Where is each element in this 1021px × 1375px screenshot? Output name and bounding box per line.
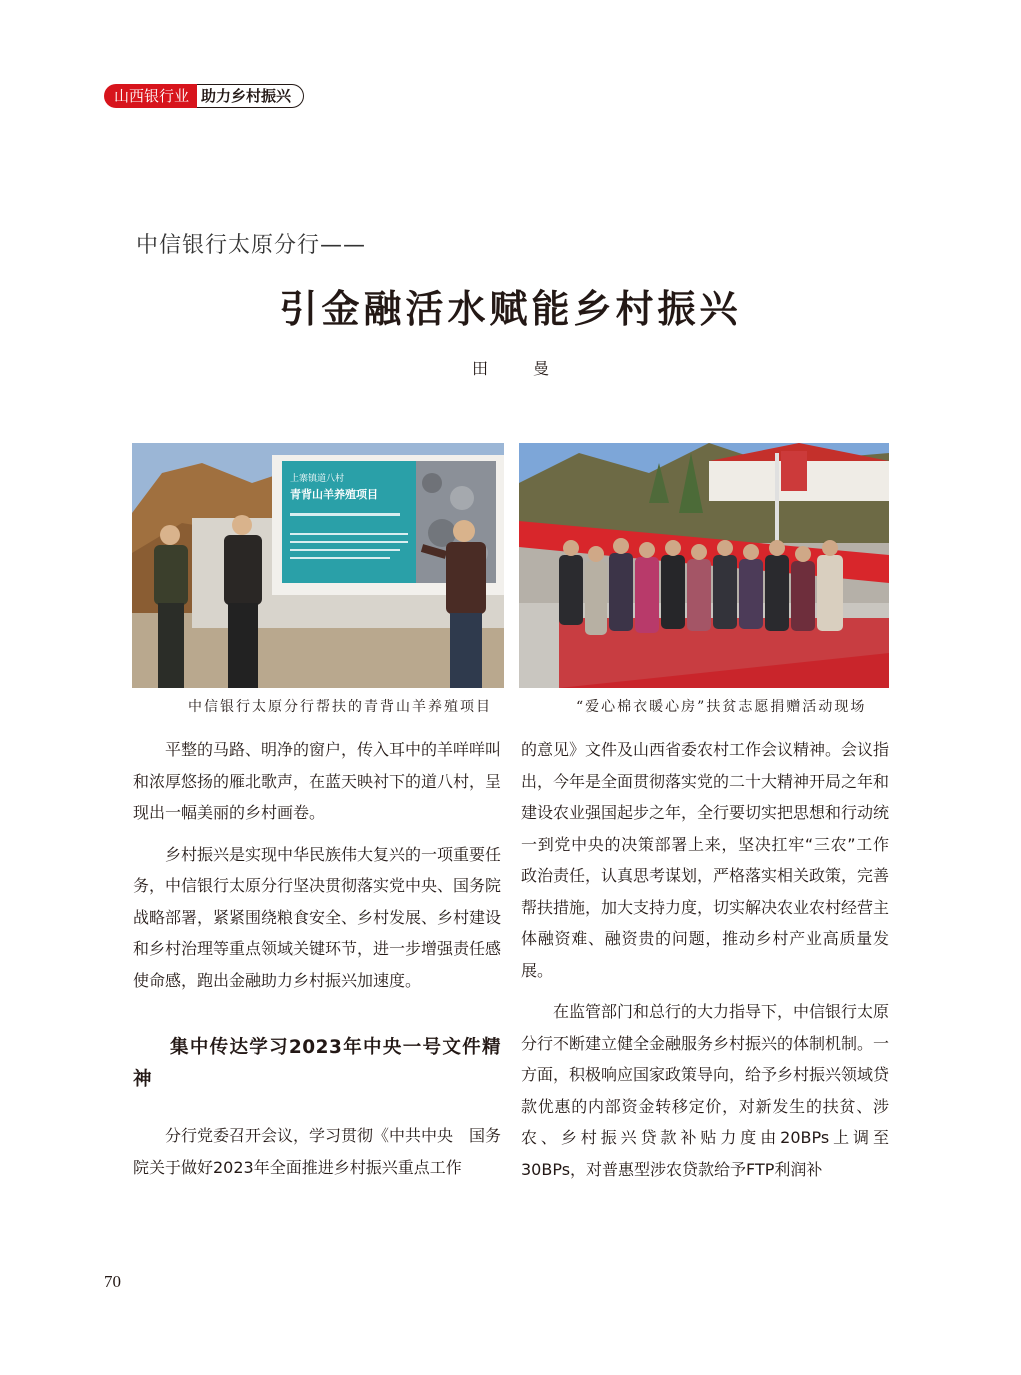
body-paragraph: 乡村振兴是实现中华民族伟大复兴的一项重要任务，中信银行太原分行坚决贯彻落实党中央、国务院战略部署，紧紧围绕粮食安全、乡村发展、乡村建设和乡村治理等重点领域关键环节，进一步增强责任感使命感，跑出金融助力乡村振兴加速度。 (133, 844, 502, 990)
body-paragraph: 分行党委召开会议，学习贯彻《中共中央 国务院关于做好2023年全面推进乡村振兴重点工作 (133, 1126, 502, 1177)
section-heading: 集中传达学习2023年中央一号文件精神 (133, 1037, 501, 1090)
section-tag-primary: 山西银行业 (104, 84, 197, 108)
board-title-line2: 青背山羊养殖项目 (290, 488, 378, 501)
article-column-right (521, 734, 889, 1185)
body-paragraph: 在监管部门和总行的大力指导下，中信银行太原分行不断建立健全金融服务乡村振兴的体制机制。一方面，积极响应国家政策导向，给予乡村振兴领域贷款优惠的内部资金转移定价，对新发生的扶贫、涉农、乡村振兴贷款补贴力度由20BPs上调至30BPs，对普惠型涉农贷款给予FTP利润补 (521, 1002, 890, 1179)
photo-donation-event-caption: “爱心棉衣暖心房”扶贫志愿捐赠活动现场 (576, 699, 867, 715)
board-title-line1: 上寨镇道八村 (290, 474, 345, 484)
body-paragraph: 的意见》文件及山西省委农村工作会议精神。会议指出，今年是全面贯彻落实党的二十大精神开局之年和建设农业强国起步之年，全行要切实把思想和行动统一到党中央的决策部署上来，坚决扛牢“三农”工作政治责任，认真思考谋划，严格落实相关政策，完善帮扶措施，加大支持力度，切实解决农业农村经营主体融资难、融资贵的问题，推动乡村产业高质量发展。 (521, 740, 890, 980)
article-headline: 引金融活水赋能乡村振兴 (279, 287, 742, 331)
photo-goat-project-caption: 中信银行太原分行帮扶的青背山羊养殖项目 (188, 699, 492, 715)
article-column-left (133, 734, 501, 1183)
article-kicker: 中信银行太原分行—— (136, 233, 367, 258)
section-tag (104, 84, 304, 108)
article-author: 田 曼 (471, 359, 570, 378)
body-paragraph: 平整的马路、明净的窗户，传入耳中的羊咩咩叫和浓厚悠扬的雁北歌声，在蓝天映衬下的道八村，呈现出一幅美丽的乡村画卷。 (133, 740, 502, 822)
photo-goat-project (132, 443, 504, 688)
page-number: 70 (104, 1272, 121, 1291)
photo-donation-event (519, 443, 889, 688)
section-tag-secondary: 助力乡村振兴 (197, 84, 304, 108)
